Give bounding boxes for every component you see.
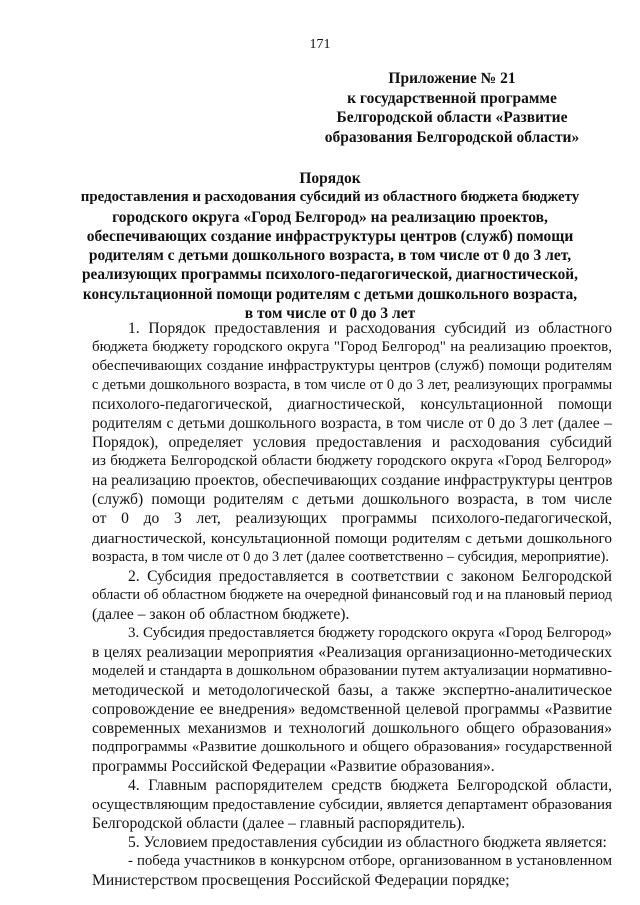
list-item-line: Министерством просвещения Российской Федерации порядке; bbox=[92, 872, 510, 890]
document-title bbox=[80, 169, 580, 323]
title-line: родителям с детьми дошкольного возраста, в том числе от 0 до 3 лет, bbox=[88, 247, 572, 265]
paragraph-1-line: возраста, в том числе от 0 до 3 лет (далее соответственно – субсидия, мероприятие). bbox=[92, 548, 609, 565]
appendix-line: к государственной программе bbox=[347, 89, 557, 107]
paragraph-1-line: с детьми дошкольного возраста, в том числе от 0 до 3 лет, реализующих программы bbox=[92, 377, 612, 394]
paragraph-4-line: осуществляющим предоставление субсидии, является департамент образования bbox=[92, 796, 612, 814]
paragraph-5-line: 5. Условием предоставления субсидии из областного бюджета является: bbox=[128, 834, 607, 852]
paragraph-1-line: из бюджета Белгородской области бюджету городского округа «Город Белгород» bbox=[92, 453, 612, 470]
title-line: Порядок bbox=[299, 170, 361, 187]
paragraph-1-line: 1. Порядок предоставления и расходования субсидий из областного bbox=[128, 320, 612, 337]
paragraph-4-line: 4. Главным распорядителем средств бюджета Белгородской области, bbox=[128, 777, 612, 795]
paragraph-2-line: области об областном бюджете на очередной финансовый год и на плановый период bbox=[92, 586, 612, 603]
document-body bbox=[92, 319, 612, 890]
paragraph-3-line: современных механизмов и технологий дошкольного общего образования» bbox=[92, 719, 612, 737]
paragraph-3-line: моделей и стандарта в дошкольном образовании путем актуализации нормативно- bbox=[92, 662, 612, 679]
paragraph-3-line: сопровождение ее внедрения» ведомственной целевой программы «Развитие bbox=[92, 700, 612, 718]
paragraph-1-line: Порядок), определяет условия предоставления и расходования субсидий bbox=[92, 434, 612, 452]
paragraph-2-line: 2. Субсидия предоставляется в соответствии с законом Белгородской bbox=[128, 567, 612, 585]
paragraph-1-line: (служб) помощи родителям с детьми дошкольного возраста, в том числе bbox=[92, 491, 612, 509]
appendix-line: Приложение № 21 bbox=[388, 70, 516, 87]
paragraph-3-line: программы Российской Федерации «Развитие образования». bbox=[92, 758, 495, 776]
paragraph-3-line: в целях реализации мероприятия «Реализация организационно-методических bbox=[92, 643, 612, 661]
paragraph-1-line: бюджета бюджету городского округа "Город Белгород" на реализацию проектов, bbox=[92, 339, 612, 356]
title-line: предоставления и расходования субсидий из областного бюджета бюджету bbox=[80, 189, 580, 206]
list-item-line: - победа участников в конкурсном отборе, организованном в установленном bbox=[128, 853, 612, 870]
paragraph-2-line: (далее – закон об областном бюджете). bbox=[92, 605, 350, 623]
paragraph-3-line: методической и методологической базы, а также экспертно-аналитическое bbox=[92, 681, 612, 699]
title-line: обеспечивающих создание инфраструктуры центров (служб) помощи bbox=[86, 227, 574, 245]
title-line: реализующих программы психолого-педагогической, диагностической, bbox=[82, 266, 578, 284]
paragraph-3-line: 3. Субсидия предоставляется бюджету городского округа «Город Белгород» bbox=[128, 624, 612, 641]
paragraph-3-line: подпрограммы «Развитие дошкольного и общего образования» государственной bbox=[92, 739, 612, 756]
paragraph-1-line: диагностической, консультационной помощи родителям с детьми дошкольного bbox=[92, 529, 612, 547]
appendix-header bbox=[302, 69, 602, 147]
paragraph-4-line: Белгородской области (далее – главный распорядитель). bbox=[92, 815, 466, 833]
paragraph-1-line: родителям с детьми дошкольного возраста, в том числе от 0 до 3 лет (далее – bbox=[92, 415, 612, 433]
appendix-line: Белгородской области «Развитие bbox=[336, 109, 568, 126]
title-line: в том числе от 0 до 3 лет bbox=[244, 305, 416, 323]
page-number: 171 bbox=[309, 37, 331, 52]
paragraph-1-line: на реализацию проектов, обеспечивающих создание инфраструктуры центров bbox=[92, 472, 613, 490]
title-line: городского округа «Город Белгород» на реализацию проектов, bbox=[112, 208, 548, 226]
paragraph-1-line: психолого-педагогической, диагностической, консультационной помощи bbox=[92, 396, 612, 414]
title-line: консультационной помощи родителям с детьми дошкольного возраста, bbox=[82, 285, 578, 303]
paragraph-1-line: от 0 до 3 лет, реализующих программы психолого-педагогической, bbox=[92, 510, 612, 528]
paragraph-1-line: обеспечивающих создание инфраструктуры центров (служб) помощи родителям bbox=[92, 358, 612, 375]
appendix-line: образования Белгородской области» bbox=[324, 128, 580, 146]
